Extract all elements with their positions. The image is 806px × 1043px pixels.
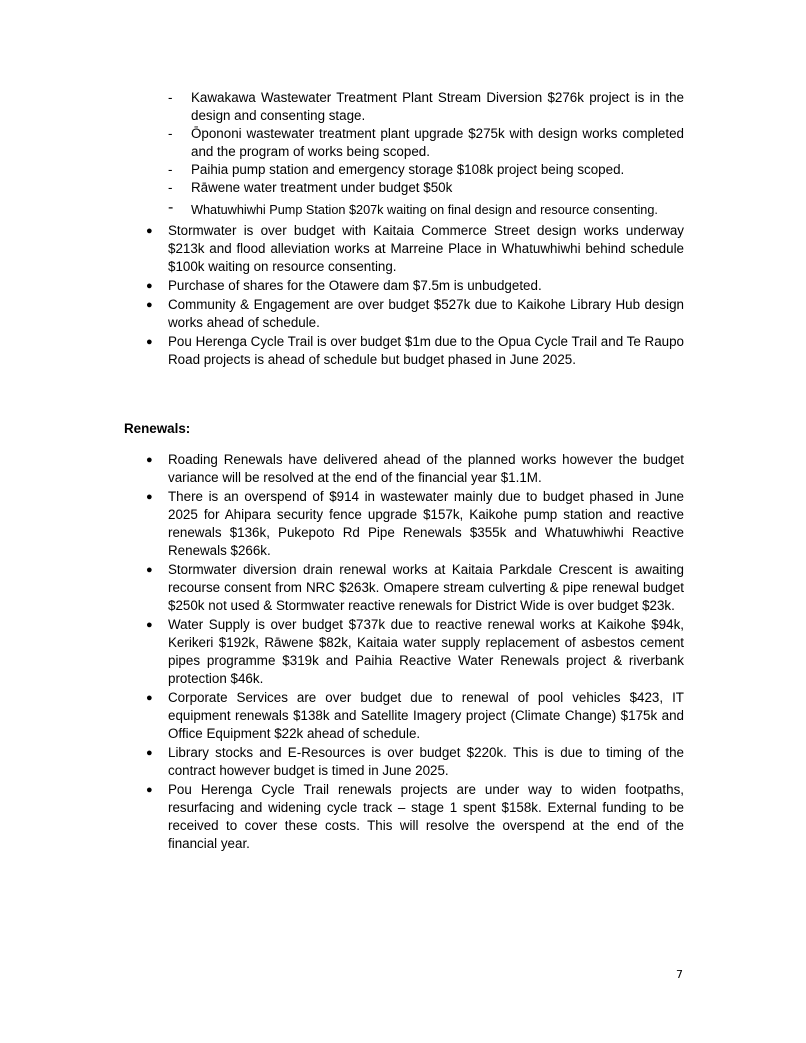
list-item xyxy=(146,277,684,295)
list-item-text: Corporate Services are over budget due to renewal of pool vehicles $423, IT equipment renewals $138k and Satellite Imagery project (Climate Change) $175k and Office Equipment $22k ahead of schedule. xyxy=(168,690,684,741)
list-item xyxy=(146,222,684,276)
list-item-text: Stormwater is over budget with Kaitaia Commerce Street design works underway $213k and flood alleviation works at Marreine Place in Whatuwhiwhi behind schedule $100k waiting on resource consenting. xyxy=(168,223,684,274)
list-item xyxy=(168,179,684,197)
list-item-text: Rāwene water treatment under budget $50k xyxy=(191,180,453,195)
capital-bullet-list xyxy=(146,222,684,369)
bullet-icon xyxy=(146,451,153,469)
bullet-icon xyxy=(146,277,153,295)
list-item-text: There is an overspend of $914 in wastewater mainly due to budget phased in June 2025 for Ahipara security fence upgrade $157k, Kaikohe pump station and reactive renewals $136k, Pukepoto Rd Pipe Renewals $355k and Whatuwhiwhi Reactive Renewals $266k. xyxy=(168,489,684,558)
list-item-text: Library stocks and E-Resources is over budget $220k. This is due to timing of the contract however budget is timed in June 2025. xyxy=(168,745,684,778)
sub-item-list xyxy=(168,89,684,219)
list-item xyxy=(146,333,684,369)
list-item xyxy=(146,781,684,853)
list-item-text: Ōpononi wastewater treatment plant upgrade $275k with design works completed and the program of works being scoped. xyxy=(191,126,684,159)
dash-marker: - xyxy=(168,180,173,195)
list-item xyxy=(146,561,684,615)
bullet-icon xyxy=(146,333,153,351)
bullet-icon xyxy=(146,222,153,240)
list-item-text: Whatuwhiwhi Pump Station $207k waiting on final design and resource consenting. xyxy=(191,203,658,217)
list-item xyxy=(168,201,684,219)
list-item xyxy=(146,488,684,560)
dash-marker: - xyxy=(168,199,174,216)
list-item-text: Kawakawa Wastewater Treatment Plant Stream Diversion $276k project is in the design and consenting stage. xyxy=(191,90,684,123)
list-item-text: Roading Renewals have delivered ahead of the planned works however the budget variance will be resolved at the end of the financial year $1.1M. xyxy=(168,452,684,485)
list-item-text: Pou Herenga Cycle Trail is over budget $1m due to the Opua Cycle Trail and Te Raupo Road projects is ahead of schedule but budget phased in June 2025. xyxy=(168,334,684,367)
list-item xyxy=(146,451,684,487)
bullet-icon xyxy=(146,296,153,314)
list-item-text: Purchase of shares for the Otawere dam $7.5m is unbudgeted. xyxy=(168,278,542,293)
list-item xyxy=(168,161,684,179)
list-item-text: Community & Engagement are over budget $527k due to Kaikohe Library Hub design works ahead of schedule. xyxy=(168,297,684,330)
list-item xyxy=(146,616,684,688)
list-item xyxy=(146,296,684,332)
dash-marker: - xyxy=(168,162,173,177)
bullet-icon xyxy=(146,616,153,634)
list-item-text: Water Supply is over budget $737k due to reactive renewal works at Kaikohe $94k, Kerikeri $192k, Rāwene $82k, Kaitaia water supply replacement of asbestos cement pipes programme $319k and Paihia Reactive Water Renewals project & riverbank protection $46k. xyxy=(168,617,684,686)
list-item xyxy=(146,689,684,743)
list-item xyxy=(168,89,684,125)
renewals-bullet-list xyxy=(146,451,684,853)
dash-marker: - xyxy=(168,90,173,105)
list-item-text: Paihia pump station and emergency storage $108k project being scoped. xyxy=(191,162,625,177)
bullet-icon xyxy=(146,781,153,799)
list-item-text: Pou Herenga Cycle Trail renewals projects are under way to widen footpaths, resurfacing and widening cycle track – stage 1 spent $158k. External funding to be received to cover these costs. This will resolve the overspend at the end of the financial year. xyxy=(168,782,684,851)
list-item-text: Stormwater diversion drain renewal works at Kaitaia Parkdale Crescent is awaiting recourse consent from NRC $263k. Omapere stream culverting & pipe renewal budget $250k not used & Stormwater reactive renewals for District Wide is over budget $23k. xyxy=(168,562,684,613)
dash-marker: - xyxy=(168,126,173,141)
bullet-icon xyxy=(146,744,153,762)
list-item xyxy=(146,744,684,780)
bullet-icon xyxy=(146,488,153,506)
bullet-icon xyxy=(146,561,153,579)
renewals-heading: Renewals: xyxy=(124,421,191,436)
bullet-icon xyxy=(146,689,153,707)
list-item xyxy=(168,125,684,161)
page-number: 7 xyxy=(676,968,683,981)
